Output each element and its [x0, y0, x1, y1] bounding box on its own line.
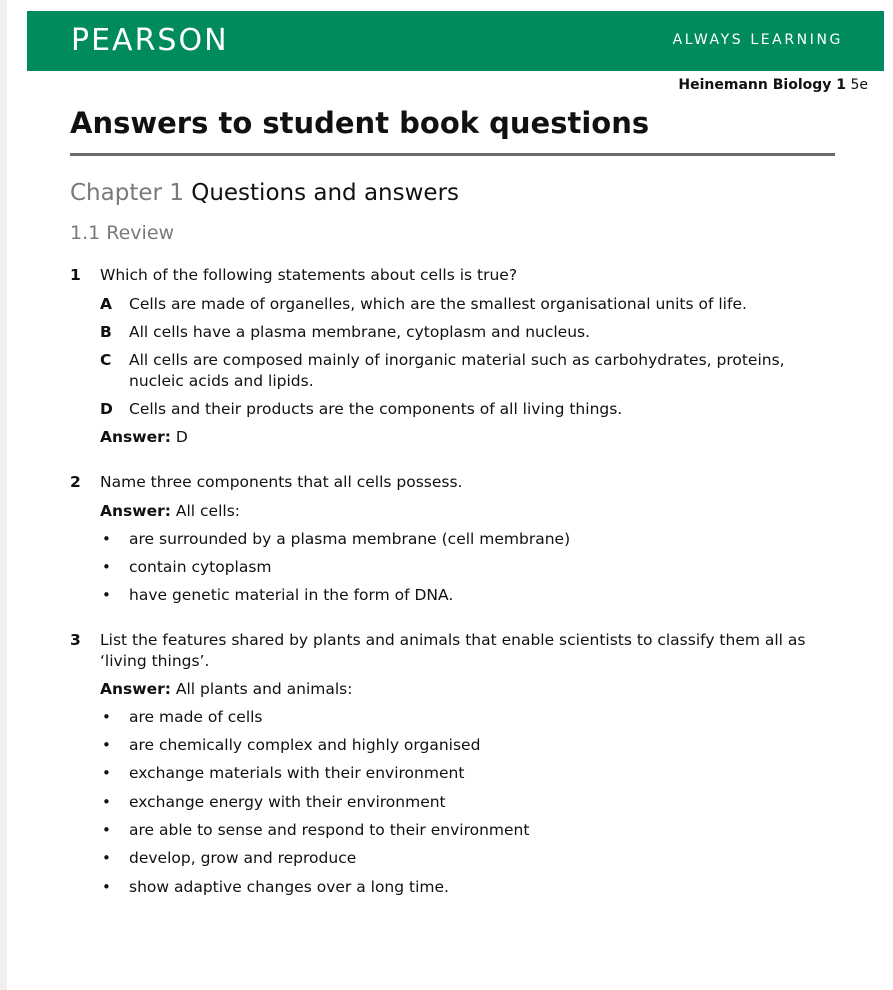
chapter-title: Questions and answers [191, 180, 460, 206]
bullet-icon: • [102, 878, 111, 896]
answer-line [100, 501, 240, 522]
list-item: exchange energy with their environment [129, 793, 446, 811]
option-letter: A [100, 295, 112, 313]
chapter-heading [70, 180, 459, 206]
option-text: Cells and their products are the components of all living things. [129, 400, 623, 418]
answer-text: D [175, 428, 188, 446]
option-letter: D [100, 400, 113, 418]
answer-text: All plants and animals: [175, 680, 353, 698]
option-letter: B [100, 323, 112, 341]
pearson-banner [27, 11, 884, 71]
list-item: are able to sense and respond to their environment [129, 821, 530, 839]
list-item: contain cytoplasm [129, 558, 272, 576]
document-page [7, 0, 893, 990]
bullet-icon: • [102, 849, 111, 867]
book-reference [678, 77, 868, 93]
question-number: 1 [70, 266, 81, 284]
list-item: are made of cells [129, 708, 263, 726]
question-text: List the features shared by plants and animals that enable scientists to classify them all as [100, 631, 806, 649]
option-text: All cells have a plasma membrane, cytoplasm and nucleus. [129, 323, 591, 341]
bullet-icon: • [102, 764, 111, 782]
page-title: Answers to student book questions [70, 106, 650, 140]
bullet-icon: • [102, 530, 111, 548]
option-text: All cells are composed mainly of inorganic material such as carbohydrates, proteins, [129, 351, 785, 369]
book-edition: 5e [850, 77, 868, 93]
answer-line [100, 679, 352, 700]
option-text-continued: nucleic acids and lipids. [129, 372, 314, 390]
question-text: Name three components that all cells possess. [100, 473, 463, 491]
answer-label: Answer: [100, 502, 171, 520]
bullet-icon: • [102, 793, 111, 811]
list-item: are surrounded by a plasma membrane (cell membrane) [129, 530, 571, 548]
list-item: have genetic material in the form of DNA. [129, 586, 454, 604]
option-letter: C [100, 351, 112, 369]
book-title: Heinemann Biology 1 [678, 77, 847, 93]
list-item: exchange materials with their environment [129, 764, 465, 782]
bullet-icon: • [102, 821, 111, 839]
question-number: 3 [70, 631, 81, 649]
bullet-icon: • [102, 586, 111, 604]
title-divider [70, 153, 835, 156]
question-text-continued: ‘living things’. [100, 652, 210, 670]
brand-logo: PEARSON [71, 23, 229, 58]
list-item: show adaptive changes over a long time. [129, 878, 449, 896]
answer-label: Answer: [100, 428, 171, 446]
bullet-icon: • [102, 708, 111, 726]
list-item: develop, grow and reproduce [129, 849, 357, 867]
answer-text: All cells: [175, 502, 240, 520]
question-number: 2 [70, 473, 81, 491]
page-edge-strip [0, 0, 7, 990]
section-heading: 1.1 Review [70, 222, 175, 244]
chapter-number: Chapter 1 [70, 180, 184, 206]
option-text: Cells are made of organelles, which are the smallest organisational units of life. [129, 295, 747, 313]
question-text: Which of the following statements about cells is true? [100, 266, 518, 284]
answer-line [100, 427, 188, 448]
list-item: are chemically complex and highly organised [129, 736, 481, 754]
brand-tagline: ALWAYS LEARNING [672, 32, 843, 48]
bullet-icon: • [102, 558, 111, 576]
bullet-icon: • [102, 736, 111, 754]
answer-label: Answer: [100, 680, 171, 698]
